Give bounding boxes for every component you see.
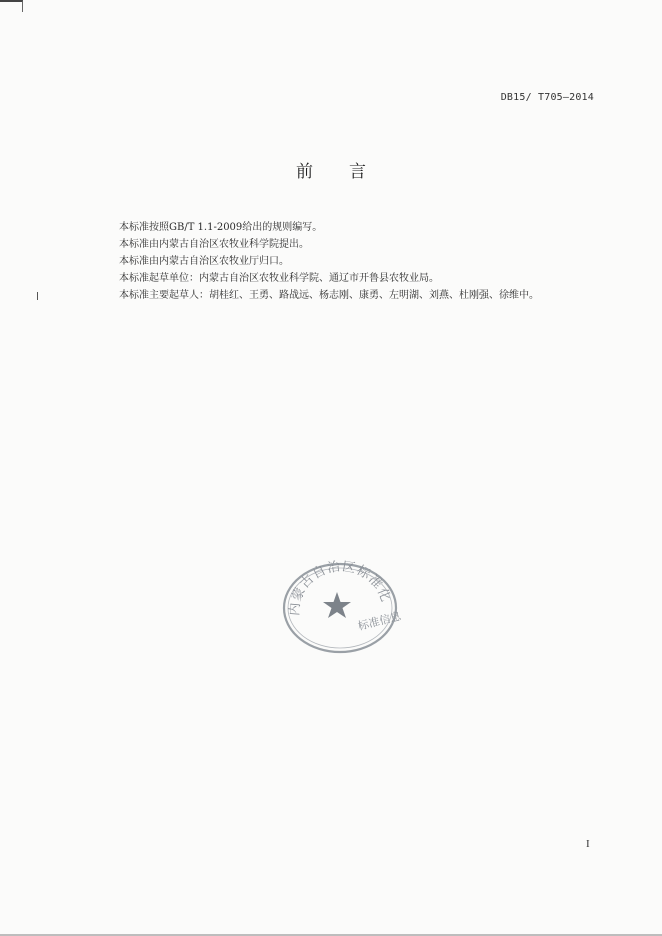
official-seal xyxy=(279,558,401,658)
scan-border-top xyxy=(0,0,23,12)
paragraph-drafting-units: 本标准起草单位：内蒙古自治区农牧业科学院、通辽市开鲁县农牧业局。 xyxy=(119,273,439,284)
seal-text: 内蒙古自治区标准化 xyxy=(287,559,394,617)
document-code: DB15/ T705—2014 xyxy=(500,92,594,103)
paragraph-drafters: 本标准主要起草人：胡桂红、王勇、路战远、杨志刚、康勇、左明湖、刘燕、杜刚强、徐维中。 xyxy=(119,290,539,301)
paragraph-administrator: 本标准由内蒙古自治区农牧业厅归口。 xyxy=(119,256,289,267)
seal-subtext: 标准信息 xyxy=(356,609,401,633)
foreword-body xyxy=(119,219,619,304)
page-title: 前言 xyxy=(296,162,402,182)
paragraph-proposer: 本标准由内蒙古自治区农牧业科学院提出。 xyxy=(119,239,309,250)
page-number: I xyxy=(586,838,590,850)
star-icon xyxy=(323,592,351,618)
scan-margin-mark xyxy=(37,292,38,300)
paragraph-drafting-rules: 本标准按照GB/T 1.1-2009给出的规则编写。 xyxy=(119,222,323,233)
